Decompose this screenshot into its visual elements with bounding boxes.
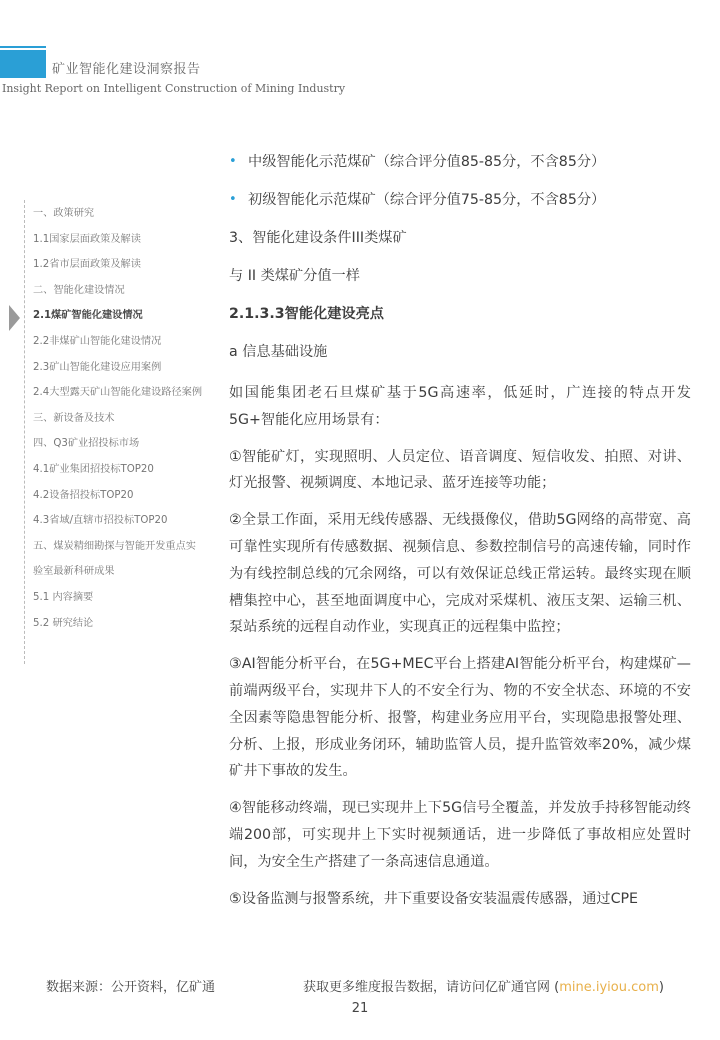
paragraph-smart-lamp: ①智能矿灯，实现照明、人员定位、语音调度、短信收发、拍照、对讲、灯光报警、视频调度、本地记录、蓝牙连接等功能；	[229, 448, 691, 492]
toc-item-bidding[interactable]: 四、Q3矿业招投标市场	[33, 438, 140, 450]
main-content	[229, 150, 691, 922]
paragraph-panoramic-face: ②全景工作面，采用无线传感器、无线摄像仪，借助5G网络的高带宽、高可靠性实现所有传感数据、视频信息、参数控制信号的高速传输，同时作为有线控制总线的冗余网络，可以有效保证总线正常运转。最终实现在顺槽集控中心，甚至地面调度中心，完成对采煤机、液压支架、运输三机、泵站系统的远程自动作业，实现真正的远程集中监控；	[229, 512, 691, 636]
header-accent-block	[0, 50, 46, 78]
subsection-heading: a 信息基础设施	[229, 344, 328, 360]
footer-more-info	[303, 976, 664, 995]
header-accent-line	[0, 46, 46, 48]
toc-item-construction[interactable]: 二、智能化建设情况	[33, 284, 125, 296]
bullet-dot-icon: •	[229, 154, 237, 169]
bullet-item	[229, 150, 691, 188]
table-of-contents	[24, 200, 214, 664]
footer-more-text: 获取更多维度报告数据，请访问亿矿通官网 (	[303, 980, 560, 995]
toc-item-lab[interactable]: 五、煤炭精细勘探与智能开发重点实	[33, 540, 196, 552]
paragraph-equipment-monitoring: ⑤设备监测与报警系统，井下重要设备安装温震传感器，通过CPE	[229, 890, 639, 907]
page-number: 21	[351, 1001, 369, 1016]
section-heading: 2.1.3.3智能化建设亮点	[229, 306, 384, 322]
bullet-text: 初级智能化示范煤矿（综合评分值75-85分，不含85分）	[248, 192, 606, 208]
toc-item-2-3[interactable]: 2.3矿山智能化建设应用案例	[33, 361, 162, 373]
paragraph-mobile-terminal: ④智能移动终端，现已实现井上下5G信号全覆盖，并发放手持移智能动终端200部，可实现井上下实时视频通话，进一步降低了事故相应处置时间，为安全生产搭建了一条高速信息通道。	[229, 800, 691, 870]
toc-current-arrow-icon	[9, 305, 20, 331]
website-link[interactable]: mine.iyiou.com	[559, 980, 659, 995]
intro-paragraph: 如国能集团老石旦煤矿基于5G高速率，低延时，广连接的特点开发5G+智能化应用场景有：	[229, 385, 691, 428]
toc-item-4-3[interactable]: 4.3省域/直辖市招投标TOP20	[33, 515, 168, 527]
toc-item-2-1-active[interactable]: 2.1煤矿智能化建设情况	[33, 310, 143, 322]
toc-item-4-1[interactable]: 4.1矿业集团招投标TOP20	[33, 463, 154, 475]
toc-item-policy[interactable]: 一、政策研究	[33, 208, 95, 219]
condition-class-3: 3、智能化建设条件III类煤矿	[229, 230, 407, 246]
toc-item-2-2[interactable]: 2.2非煤矿山智能化建设情况	[33, 335, 162, 347]
report-title: 矿业智能化建设洞察报告	[52, 62, 201, 77]
bullet-dot-icon: •	[229, 192, 237, 207]
toc-item-4-2[interactable]: 4.2设备招投标TOP20	[33, 489, 134, 501]
data-source: 数据来源：公开资料，亿矿通	[46, 980, 216, 995]
bullet-item	[229, 188, 691, 226]
toc-item-lab-cont[interactable]: 验室最新科研成果	[33, 566, 115, 578]
bullet-text: 中级智能化示范煤矿（综合评分值85-85分，不含85分）	[248, 154, 606, 170]
toc-item-2-4[interactable]: 2.4大型露天矿山智能化建设路径案例	[33, 387, 203, 399]
footer-close-paren: )	[658, 980, 664, 995]
toc-item-5-2[interactable]: 5.2 研究结论	[33, 617, 94, 629]
toc-item-new-equipment[interactable]: 三、新设备及技术	[33, 412, 115, 424]
toc-item-1-1[interactable]: 1.1国家层面政策及解读	[33, 233, 141, 245]
paragraph-ai-platform: ③AI智能分析平台，在5G+MEC平台上搭建AI智能分析平台，构建煤矿—前端两级平台，实现井下人的不安全行为、物的不安全状态、环境的不安全因素等隐患智能分析、报警，构建业务应用平台，实现隐患报警处理、分析、上报，形成业务闭环，辅助监管人员，提升监管效率20%，减少煤矿井下事故的发生。	[229, 656, 691, 780]
toc-item-1-2[interactable]: 1.2省市层面政策及解读	[33, 259, 141, 271]
toc-item-5-1[interactable]: 5.1 内容摘要	[33, 591, 94, 603]
report-subtitle: Insight Report on Intelligent Construction of Mining Industry	[2, 82, 346, 95]
condition-class-3-note: 与 II 类煤矿分值一样	[229, 268, 360, 284]
